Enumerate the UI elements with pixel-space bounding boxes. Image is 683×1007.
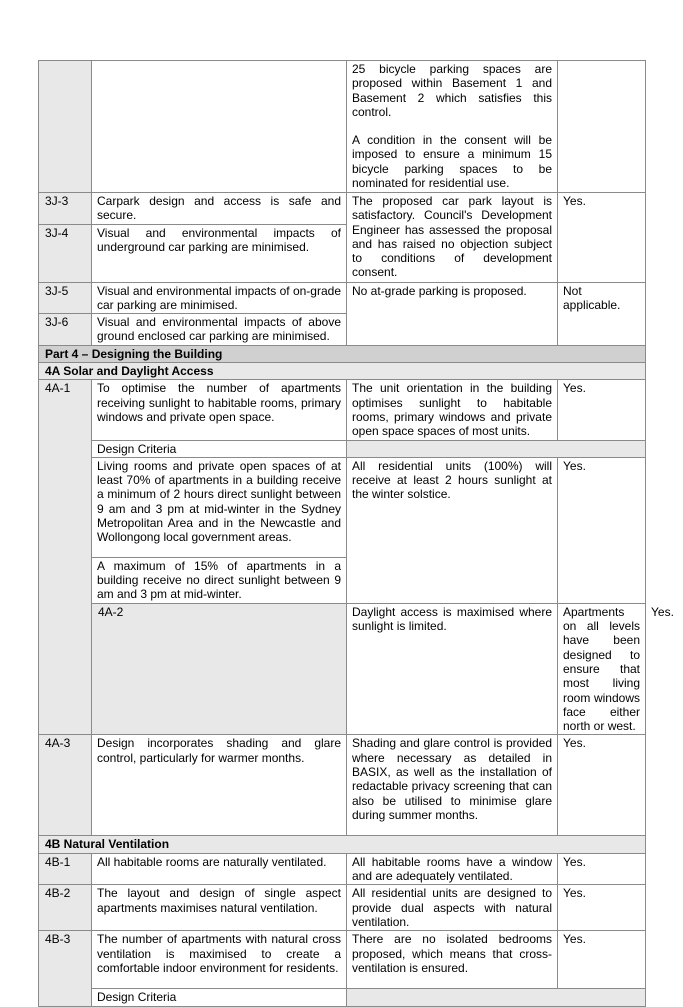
objective-text: Daylight access is maximised where sunlight is limited.: [347, 603, 558, 735]
compliance-text: Yes.: [558, 885, 646, 931]
table-row: [39, 282, 646, 314]
criteria-text: A maximum of 15% of apartments in a building receive no direct sunlight between 9 am and 3 pm at mid-winter.: [92, 557, 347, 603]
objective-text: All habitable rooms are naturally ventilated.: [92, 853, 347, 885]
table-row: [39, 735, 646, 836]
control-id: 4B-3: [39, 931, 92, 1006]
control-id: 4A-1: [39, 380, 92, 735]
compliance-text: Yes.: [558, 735, 646, 836]
section-heading-row: [39, 363, 646, 380]
control-id: 3J-4: [39, 224, 92, 282]
control-id: 3J-6: [39, 314, 92, 346]
table-row: 4A-2 Daylight access is maximised where sunlight is limited. Apartments on all levels have been designed to ensure that most living room windows face either north or west. Yes.: [39, 603, 646, 735]
comment-text: All habitable rooms have a window and are adequately ventilated.: [347, 853, 558, 885]
objective-text: Design incorporates shading and glare control, particularly for warmer months.: [92, 735, 347, 836]
section-heading-row: [39, 836, 646, 853]
table-row: [39, 931, 646, 989]
objective-text: Visual and environmental impacts of on-grade car parking are minimised.: [92, 282, 347, 314]
control-id: 4B-2: [39, 885, 92, 931]
compliance-text: Yes.: [558, 457, 646, 603]
control-id: 3J-5: [39, 282, 92, 314]
compliance-text: Yes.: [558, 931, 646, 989]
objective-text: Carpark design and access is safe and secure.: [92, 193, 347, 225]
table-row: [39, 885, 646, 931]
compliance-table-page: [38, 60, 674, 1007]
compliance-cell: [558, 61, 646, 193]
control-id: 4A-2: [92, 603, 347, 735]
control-id: 4A-3: [39, 735, 92, 836]
section-heading: 4A Solar and Daylight Access: [39, 363, 646, 380]
part-heading-row: [39, 345, 646, 362]
comment-text: The proposed car park layout is satisfactory. Council's Development Engineer has assessed the proposal and has raised no objection subject to conditions of development consent.: [347, 193, 558, 283]
objective-text: To optimise the number of apartments receiving sunlight to habitable rooms, primary windows and private open space.: [92, 380, 347, 440]
comment-text: No at-grade parking is proposed.: [347, 282, 558, 345]
objective-cell: [92, 61, 347, 193]
criteria-text: Living rooms and private open spaces of at least 70% of apartments in a building receive a minimum of 2 hours direct sunlight between 9 am and 3 pm at mid-winter in the Sydney Metropolitan Area and in the Newcastle and Wollongong local government areas.: [92, 457, 347, 557]
comment-text: All residential units are designed to provide dual aspects with natural ventilation.: [347, 885, 558, 931]
table-row: [39, 380, 646, 440]
design-criteria-row: [39, 989, 646, 1006]
comment-text: All residential units (100%) will receive at least 2 hours sunlight at the winter solstice.: [347, 457, 558, 603]
design-criteria-label: Design Criteria: [92, 440, 347, 457]
objective-text: The number of apartments with natural cross ventilation is maximised to create a comfortable indoor environment for residents.: [92, 931, 347, 989]
compliance-table: [38, 60, 674, 1007]
comment-text: Shading and glare control is provided where necessary as detailed in BASIX, as well as the installation of redactable privacy screening that can also be utilised to minimise glare during summer months.: [347, 735, 558, 836]
control-id: 4B-1: [39, 853, 92, 885]
empty-cell: [347, 989, 646, 1006]
compliance-text: Yes.: [558, 380, 646, 440]
design-criteria-row: [39, 440, 646, 457]
objective-text: The layout and design of single aspect apartments maximises natural ventilation.: [92, 885, 347, 931]
comment-paragraph: 25 bicycle parking spaces are proposed within Basement 1 and Basement 2 which satisfies this control.: [352, 62, 552, 119]
compliance-text: Yes.: [558, 193, 646, 283]
comment-text: Apartments on all levels have been designed to ensure that most living room windows face either north or west.: [558, 603, 646, 735]
control-id-cell: [39, 61, 92, 193]
table-row: [39, 61, 646, 193]
part-heading: Part 4 – Designing the Building: [39, 345, 646, 362]
objective-text: Visual and environmental impacts of underground car parking are minimised.: [92, 224, 347, 282]
compliance-text: Not applicable.: [558, 282, 646, 345]
comment-paragraph: A condition in the consent will be imposed to ensure a minimum 15 bicycle parking spaces to be nominated for residential use.: [352, 133, 552, 191]
design-criteria-label: Design Criteria: [92, 989, 347, 1006]
table-row: [39, 853, 646, 885]
compliance-text: Yes.: [558, 853, 646, 885]
empty-cell: [347, 440, 646, 457]
table-row: [39, 457, 646, 557]
section-heading: 4B Natural Ventilation: [39, 836, 646, 853]
table-row: [39, 193, 646, 225]
control-id: 3J-3: [39, 193, 92, 225]
comment-text: The unit orientation in the building optimises sunlight to habitable rooms, primary windows and private open space spaces of most units.: [347, 380, 558, 440]
objective-text: Visual and environmental impacts of above ground enclosed car parking are minimised.: [92, 314, 347, 346]
comment-text: There are no isolated bedrooms proposed, which means that cross-ventilation is ensured.: [347, 931, 558, 989]
comment-cell: [347, 61, 558, 193]
